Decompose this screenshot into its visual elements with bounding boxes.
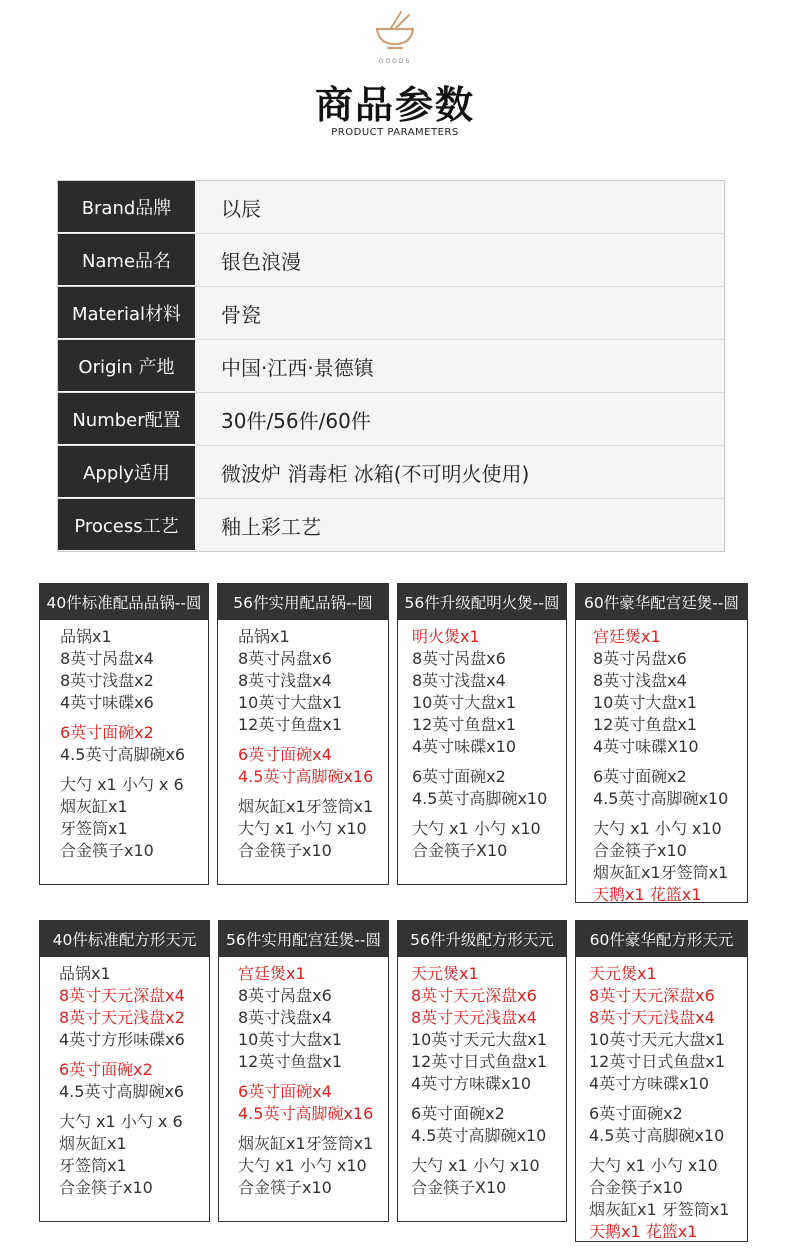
set-item: 4英寸味碟X10 [593,737,699,756]
set-item: 8英寸浅盘x4 [412,671,506,690]
set-item: 烟灰缸x1牙签筒x1 [593,863,729,882]
set-item: 10英寸大盘x1 [238,1030,343,1049]
set-item: 8英寸浅盘x4 [593,671,687,690]
set-item: 品锅x1 [59,964,111,983]
group-gap [60,714,208,722]
set-item: 烟灰缸x1牙签筒x1 [238,1134,374,1153]
set-item: 大勺 x1 小勺 x 6 [60,775,184,794]
set-item: 大勺 x1 小勺 x10 [238,819,367,838]
param-row [58,287,724,340]
set-item: 8英寸呙盘x6 [238,649,332,668]
bowl-chopsticks-icon [371,10,419,52]
set-box [217,583,389,885]
set-item: 烟灰缸x1牙签筒x1 [238,797,374,816]
set-item: 8英寸呙盘x6 [412,649,506,668]
set-item: 品锅x1 [60,627,112,646]
set-item: 12英寸日式鱼盘x1 [411,1052,548,1071]
set-item: 大勺 x1 小勺 x10 [238,1156,367,1175]
group-gap [412,810,566,818]
set-box [39,920,210,1222]
set-item: 宫廷煲x1 [593,627,661,646]
group-gap [59,1103,209,1111]
set-item: 8英寸天元浅盘x2 [59,1008,185,1027]
set-item: 天元煲x1 [411,964,479,983]
set-item: 合金筷子x10 [60,841,154,860]
set-item: 12英寸鱼盘x1 [593,715,698,734]
set-item: 合金筷子x10 [238,841,332,860]
param-value: 骨瓷 [195,287,724,339]
param-row [58,446,724,499]
set-item: 4英寸方味碟x10 [589,1074,710,1093]
param-value: 银色浪漫 [195,234,724,286]
set-item: 8英寸天元深盘x6 [411,986,537,1005]
set-item: 牙签筒x1 [59,1156,127,1175]
group-gap [589,1095,747,1103]
set-item: 8英寸天元浅盘x4 [589,1008,715,1027]
set-item: 10英寸天元大盘x1 [411,1030,548,1049]
group-gap [238,736,388,744]
param-row [58,234,724,287]
set-item: 10英寸大盘x1 [238,693,343,712]
param-value: 以辰 [195,181,724,233]
set-title: 40件标准配方形天元 [40,921,209,957]
param-row [58,499,724,551]
set-item: 大勺 x1 小勺 x10 [412,819,541,838]
set-item: 4英寸味碟x10 [412,737,517,756]
set-item: 合金筷子X10 [411,1178,507,1197]
set-item: 合金筷子x10 [589,1178,683,1197]
param-key: Process工艺 [58,499,195,551]
set-item: 12英寸鱼盘x1 [238,715,343,734]
set-item: 10英寸大盘x1 [593,693,698,712]
group-gap [59,1051,209,1059]
set-item: 6英寸面碗x2 [589,1104,683,1123]
set-item: 4.5英寸高脚碗x10 [589,1126,725,1145]
param-key: Brand品牌 [58,181,195,233]
set-item: 4英寸味碟x6 [60,693,154,712]
group-gap [411,1095,566,1103]
param-row [58,393,724,446]
group-gap [238,1073,388,1081]
param-value: 微波炉 消毒柜 冰箱(不可明火使用) [195,446,724,498]
set-item: 天元煲x1 [589,964,657,983]
param-row [58,340,724,393]
set-box [39,583,209,885]
set-item: 6英寸面碗x4 [238,1082,332,1101]
param-key: Number配置 [58,393,195,445]
param-key: Material材料 [58,287,195,339]
set-item: 4英寸方形味碟x6 [59,1030,185,1049]
param-key: Name品名 [58,234,195,286]
set-title: 56件升级配明火煲--圆 [398,584,566,620]
set-item: 合金筷子x10 [59,1178,153,1197]
set-item: 12英寸鱼盘x1 [412,715,517,734]
group-gap [589,1147,747,1155]
set-item: 天鹅x1 花篮x1 [589,1222,698,1241]
set-title: 56件实用配品锅--圆 [218,584,388,620]
set-item: 烟灰缸x1 [59,1134,127,1153]
set-item: 宫廷煲x1 [238,964,306,983]
set-item: 8英寸呙盘x4 [60,649,154,668]
param-value: 中国·江西·景德镇 [195,340,724,392]
param-value: 釉上彩工艺 [195,499,724,551]
set-item: 大勺 x1 小勺 x 6 [59,1112,183,1131]
set-item: 大勺 x1 小勺 x10 [411,1156,540,1175]
goods-label: GOODS [378,58,412,65]
set-item: 6英寸面碗x2 [412,767,506,786]
set-item: 8英寸浅盘x2 [60,671,154,690]
set-item: 8英寸天元深盘x6 [589,986,715,1005]
set-item: 牙签筒x1 [60,819,128,838]
set-item: 8英寸呙盘x6 [593,649,687,668]
set-item: 4.5英寸高脚碗x16 [238,767,374,786]
set-item: 6英寸面碗x2 [59,1060,153,1079]
group-gap [411,1147,566,1155]
param-key: Apply适用 [58,446,195,498]
set-item: 8英寸浅盘x4 [238,1008,332,1027]
set-item: 6英寸面碗x2 [411,1104,505,1123]
set-box [575,583,748,903]
param-row [58,181,724,234]
set-item: 合金筷子X10 [412,841,508,860]
set-item: 品锅x1 [238,627,290,646]
set-box [397,920,567,1222]
set-item: 6英寸面碗x4 [238,745,332,764]
group-gap [238,1125,388,1133]
set-title: 56件实用配宫廷煲--圆 [219,921,388,957]
set-item: 6英寸面碗x2 [593,767,687,786]
set-item: 4.5英寸高脚碗x10 [593,789,729,808]
param-value: 30件/56件/60件 [195,393,724,445]
parameters-table [57,180,725,552]
set-item: 10英寸天元大盘x1 [589,1030,726,1049]
group-gap [238,788,388,796]
set-title: 40件标准配品品锅--圆 [40,584,208,620]
set-item: 合金筷子x10 [238,1178,332,1197]
set-item: 大勺 x1 小勺 x10 [593,819,722,838]
set-item: 4.5英寸高脚碗x10 [412,789,548,808]
set-title: 60件豪华配宫廷煲--圆 [576,584,747,620]
group-gap [412,758,566,766]
set-title: 60件豪华配方形天元 [576,921,747,957]
set-item: 明火煲x1 [412,627,480,646]
set-item: 4英寸方味碟x10 [411,1074,532,1093]
page-subtitle: PRODUCT PARAMETERS [331,127,459,138]
param-key: Origin 产地 [58,340,195,392]
set-item: 烟灰缸x1 牙签筒x1 [589,1200,730,1219]
set-item: 烟灰缸x1 [60,797,128,816]
set-box [397,583,567,885]
set-item: 4.5英寸高脚碗x16 [238,1104,374,1123]
group-gap [593,810,747,818]
group-gap [60,766,208,774]
set-item: 12英寸鱼盘x1 [238,1052,343,1071]
group-gap [593,758,747,766]
set-item: 8英寸天元浅盘x4 [411,1008,537,1027]
set-item: 8英寸天元深盘x4 [59,986,185,1005]
set-item: 大勺 x1 小勺 x10 [589,1156,718,1175]
set-item: 6英寸面碗x2 [60,723,154,742]
set-item: 4.5英寸高脚碗x6 [59,1082,185,1101]
page-title: 商品参数 [314,83,475,127]
set-item: 8英寸呙盘x6 [238,986,332,1005]
set-box [218,920,389,1222]
set-item: 12英寸日式鱼盘x1 [589,1052,726,1071]
set-item: 4.5英寸高脚碗x6 [60,745,186,764]
set-item: 天鹅x1 花篮x1 [593,885,702,904]
set-title: 56件升级配方形天元 [398,921,566,957]
set-item: 合金筷子x10 [593,841,687,860]
set-item: 4.5英寸高脚碗x10 [411,1126,547,1145]
set-box [575,920,748,1242]
set-item: 10英寸大盘x1 [412,693,517,712]
set-item: 8英寸浅盘x4 [238,671,332,690]
